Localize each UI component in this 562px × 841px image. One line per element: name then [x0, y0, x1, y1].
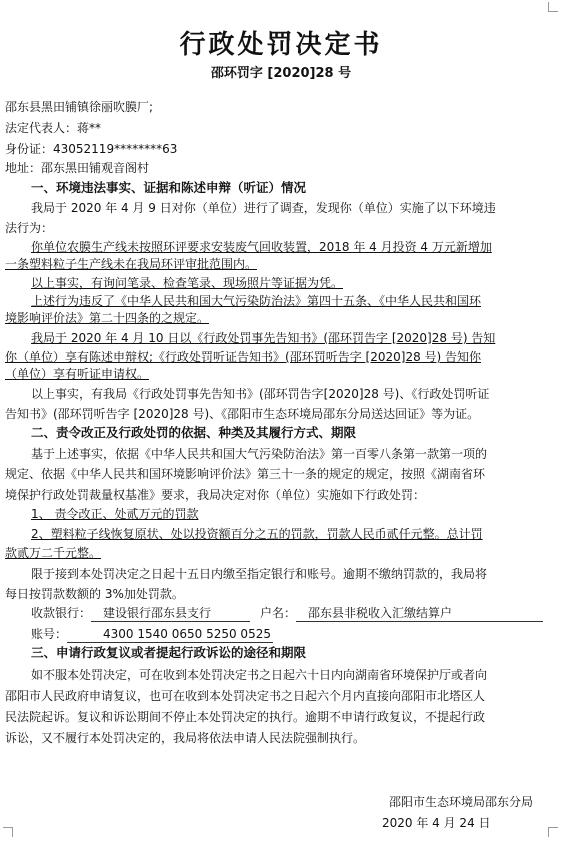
paragraph-line: 你单位农膜生产线未按照环评要求安装废气回收装置，2018 年 4 月投资 4 万元新增加: [31, 240, 492, 254]
paragraph-line: 邵阳市人民政府申请复议，也可在收到本处罚决定书之日起六个月内直接向邵阳市北塔区人: [5, 689, 486, 703]
account-name-value: 邵东县非税收入汇缴结算户: [296, 605, 543, 622]
paragraph-line: （单位）享有听证申请权。: [5, 367, 150, 381]
paragraph-line: 规定、依据《中华人民共和国环境影响评价法》第三十一条的规定的规定，按照《湖南省环: [5, 467, 486, 481]
paragraph-line: 基于上述事实，依据《中华人民共和国大气污染防治法》第一百零八条第一款第一项的: [31, 447, 488, 461]
paragraph-line: 以上事实，有询问笔录、检查笔录、现场照片等证据为凭。: [31, 276, 344, 290]
page-corner-mark: [548, 827, 558, 837]
section-2-heading: 二、责令改正及行政处罚的依据、种类及其履行方式、期限: [31, 425, 357, 440]
penalty-item-1: 1、 责令改正、处贰万元的罚款: [31, 507, 199, 521]
paragraph-line: 诉讼，又不履行本处罚决定的，我局将依法申请人民法院强制执行。: [5, 731, 366, 745]
paragraph-line: 我局于 2020 年 4 月 9 日对你（单位）进行了调查，发现你（单位）实施了以下环境违: [31, 201, 496, 215]
document-title: 行政处罚决定书: [179, 30, 383, 60]
paragraph-line: 如不服本处罚决定，可在收到本处罚决定书之日起六十日内向湖南省环境保护厅或者向: [31, 668, 488, 682]
paragraph-line: 每日按罚款数额的 3%加处罚款。: [5, 587, 184, 601]
page-corner-mark: [548, 2, 558, 12]
paragraph-line: 我局于 2020 年 4 月 10 日以《行政处罚事先告知书》(邵环罚告字 [2020]28 号) 告知: [31, 331, 496, 345]
paragraph-line: 你（单位）享有陈述申辩权;《行政处罚听证告知书》(邵环罚听告字 [2020]28 号) 告知你: [5, 350, 482, 364]
paragraph-line: 告知书》(邵环罚听告字 [2020]28 号)、《邵阳市生态环境局邵东分局送达回证》等为证。: [5, 407, 480, 421]
bank-value: 建设银行邵东县支行: [91, 605, 250, 622]
paragraph-line: 款贰万二千元整。: [5, 546, 102, 560]
payment-account-row: [31, 626, 273, 643]
address: 地址：邵东黑田铺观音阁村: [5, 161, 150, 175]
penalty-item-2: 2、塑料粒子线恢复原状、处以投资额百分之五的罚款，罚款人民币贰仟元整。总计罚: [31, 527, 483, 541]
issue-date: 2020 年 4 月 24 日: [382, 816, 491, 830]
account-number-value: 4300 1540 0650 5250 0525: [67, 626, 273, 643]
paragraph-line: 限于接到本处罚决定之日起十五日内缴至指定银行和账号。逾期不缴纳罚款的，我局将: [31, 567, 488, 581]
paragraph-line: 境影响评价法》第二十四条的之规定。: [5, 311, 210, 325]
paragraph-line: 上述行为违反了《中华人民共和国大气污染防治法》第四十五条、《中华人民共和国环: [31, 294, 482, 308]
paragraph-line: 境保护行政处罚裁量权基准》要求，我局决定对你（单位）实施如下行政处罚：: [5, 488, 426, 502]
bank-label: 收款银行：: [31, 606, 92, 620]
paragraph-line: 以上事实，有我局《行政处罚事先告知书》(邵环罚告字[2020]28 号)、《行政处罚听证: [31, 387, 490, 401]
account-number-label: 账号：: [31, 627, 68, 641]
payment-bank-row: [31, 605, 543, 622]
paragraph-line: 法行为：: [5, 221, 54, 235]
issuing-authority: 邵阳市生态环境局邵东分局: [389, 795, 534, 809]
paragraph-line: 民法院起诉。复议和诉讼期间不停止本处罚决定的执行。逾期不申请行政复议，不提起行政: [5, 710, 486, 724]
account-name-label: 户名：: [260, 606, 297, 620]
id-number: 身份证：43052119********63: [5, 142, 178, 156]
legal-representative: 法定代表人：蒋**: [5, 121, 102, 135]
document-number: 邵环罚字 [2020]28 号: [210, 66, 352, 81]
section-1-heading: 一、环境违法事实、证据和陈述申辩（听证）情况: [31, 180, 307, 195]
recipient-name: 邵东县黑田铺镇徐丽吹膜厂;: [5, 100, 154, 114]
paragraph-line: 一条塑料粒子生产线未在我局环评审批范围内。: [5, 257, 258, 271]
page-corner-mark: [3, 827, 13, 837]
section-3-heading: 三、申请行政复议或者提起行政诉讼的途径和期限: [31, 645, 307, 660]
